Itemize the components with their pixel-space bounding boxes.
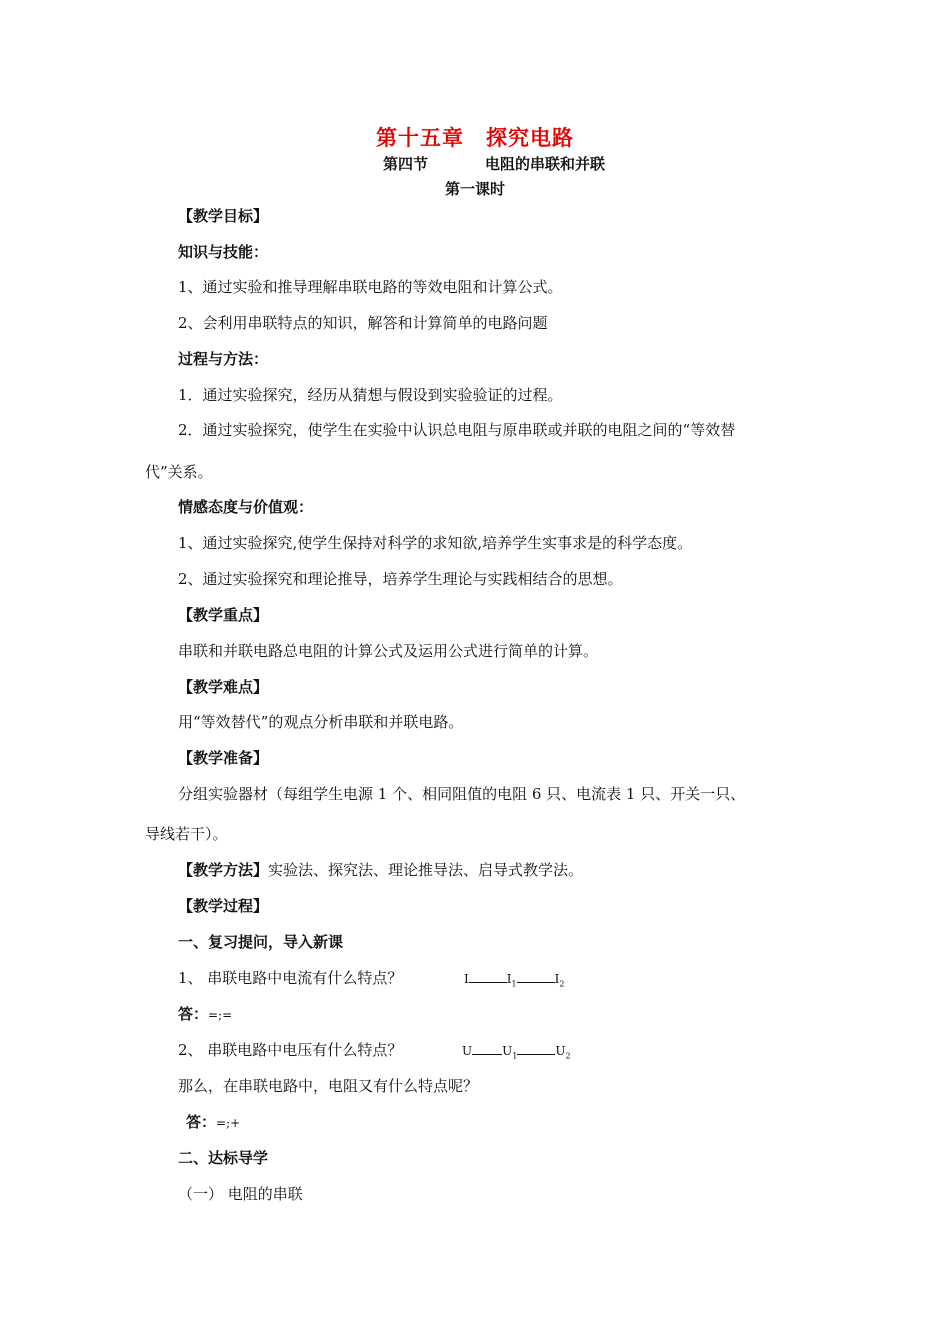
part1-heading: 一、复习提问，导入新课	[178, 933, 344, 951]
prep-text-continuation: 导线若干）。	[145, 825, 228, 843]
procedure-heading: 【教学过程】	[178, 897, 269, 915]
answer-blank	[472, 1042, 502, 1055]
process-item-continuation: 代”关系。	[145, 463, 213, 481]
current-formula: I $I_1$ $I_2$	[464, 972, 565, 989]
process-item: 2．通过实验探究，使学生在实验中认识总电阻与原串联或并联的电阻之间的“等效替	[178, 421, 736, 439]
attitude-item: 2、通过实验探究和理论推导，培养学生理论与实践相结合的思想。	[178, 570, 623, 588]
knowledge-heading: 知识与技能：	[178, 243, 269, 261]
section-number: 第四节	[383, 155, 429, 173]
subsection-heading: （一） 电阻的串联	[178, 1185, 303, 1203]
chapter-title: 第十五章 探究电路	[376, 126, 574, 150]
answer-2: 答：=;+	[186, 1113, 241, 1131]
attitude-item: 1、通过实验探究,使学生保持对科学的求知欲,培养学生实事求是的科学态度。	[178, 534, 693, 552]
question-1: 1、 串联电路中电流有什么特点？	[178, 969, 403, 987]
method-text: 实验法、探究法、理论推导法、启导式教学法。	[268, 861, 584, 879]
question-2: 2、 串联电路中电压有什么特点？	[178, 1041, 403, 1059]
goals-heading: 【教学目标】	[178, 207, 269, 225]
prep-text: 分组实验器材（每组学生电源 1 个、相同阻值的电阻 6 只、电流表 1 只、开关一只、	[178, 785, 746, 803]
voltage-formula: U $U_1$ $U_2$	[462, 1044, 571, 1061]
difficulty-heading: 【教学难点】	[178, 678, 269, 696]
method-heading: 【教学方法】	[178, 861, 269, 879]
knowledge-item: 2、会利用串联特点的知识，解答和计算简单的电路问题	[178, 314, 548, 332]
answer-blank	[517, 970, 555, 983]
answer-1: 答：=;=	[178, 1005, 233, 1023]
section-title: 电阻的串联和并联	[485, 155, 606, 173]
part2-heading: 二、达标导学	[178, 1149, 269, 1167]
key-heading: 【教学重点】	[178, 606, 269, 624]
prep-heading: 【教学准备】	[178, 749, 269, 767]
difficulty-text: 用“等效替代”的观点分析串联和并联电路。	[178, 713, 464, 731]
process-item: 1．通过实验探究，经历从猜想与假设到实验验证的过程。	[178, 386, 563, 404]
attitude-heading: 情感态度与价值观：	[178, 498, 314, 516]
lesson-label: 第一课时	[444, 180, 505, 198]
answer-blank	[517, 1042, 555, 1055]
question-3: 那么，在串联电路中，电阻又有什么特点呢？	[178, 1077, 479, 1095]
key-text: 串联和并联电路总电阻的计算公式及运用公式进行简单的计算。	[178, 642, 599, 660]
process-heading: 过程与方法：	[178, 350, 269, 368]
answer-blank	[469, 970, 507, 983]
knowledge-item: 1、通过实验和推导理解串联电路的等效电阻和计算公式。	[178, 278, 563, 296]
method-line	[178, 859, 583, 880]
